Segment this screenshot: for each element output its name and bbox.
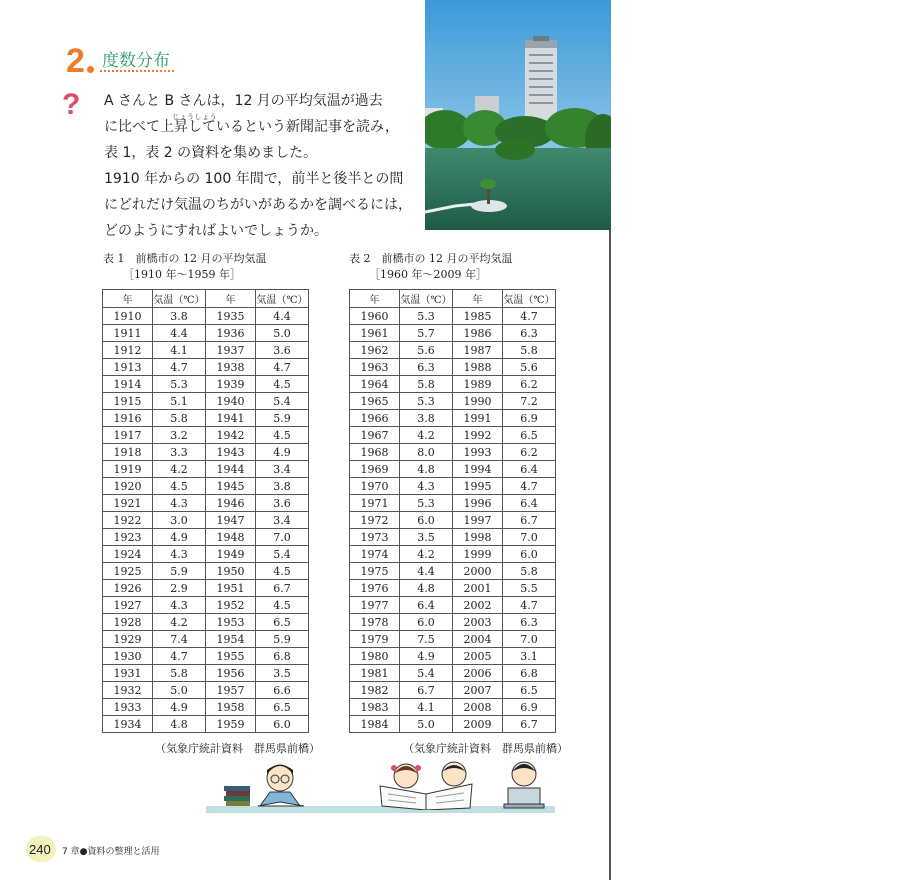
- temperature-cell: 3.4: [256, 512, 309, 529]
- temperature-cell: 5.0: [400, 716, 453, 733]
- year-cell: 1952: [206, 597, 256, 614]
- temperature-cell: 5.3: [400, 308, 453, 325]
- temperature-cell: 5.0: [256, 325, 309, 342]
- year-cell: 1945: [206, 478, 256, 495]
- temperature-cell: 4.4: [256, 308, 309, 325]
- temperature-cell: 4.7: [256, 359, 309, 376]
- table-row: [350, 529, 556, 546]
- temperature-cell: 5.9: [153, 563, 206, 580]
- temperature-cell: 5.8: [503, 342, 556, 359]
- year-cell: 1996: [453, 495, 503, 512]
- table-row: [350, 325, 556, 342]
- temperature-cell: 3.0: [153, 512, 206, 529]
- furigana-ruby: じょうしょう: [172, 113, 217, 121]
- table-row: [350, 410, 556, 427]
- year-cell: 1963: [350, 359, 400, 376]
- table-row: [350, 699, 556, 716]
- temperature-cell: 6.7: [256, 580, 309, 597]
- temperature-cell: 6.5: [256, 699, 309, 716]
- year-cell: 1917: [103, 427, 153, 444]
- question-line: にどれだけ気温のちがいがあるかを調べるには，: [104, 197, 412, 213]
- table-row: [350, 393, 556, 410]
- table2-body: [350, 308, 556, 733]
- temperature-cell: 4.3: [153, 546, 206, 563]
- table-row: [350, 563, 556, 580]
- chapter-title: 7 章●資料の整理と活用: [62, 847, 160, 857]
- year-cell: 1942: [206, 427, 256, 444]
- temperature-cell: 4.3: [153, 597, 206, 614]
- year-cell: 1939: [206, 376, 256, 393]
- year-cell: 1956: [206, 665, 256, 682]
- temperature-cell: 4.8: [400, 461, 453, 478]
- year-cell: 2002: [453, 597, 503, 614]
- temperature-cell: 5.4: [256, 393, 309, 410]
- table-row: [103, 376, 309, 393]
- table-row: [350, 716, 556, 733]
- year-cell: 1929: [103, 631, 153, 648]
- temperature-cell: 5.4: [256, 546, 309, 563]
- temperature-cell: 6.9: [503, 699, 556, 716]
- temperature-cell: 4.7: [503, 308, 556, 325]
- temperature-cell: 3.3: [153, 444, 206, 461]
- students-reading-newspaper-illustration: [376, 760, 476, 814]
- year-cell: 1988: [453, 359, 503, 376]
- year-cell: 1924: [103, 546, 153, 563]
- year-cell: 1921: [103, 495, 153, 512]
- table-row: [350, 665, 556, 682]
- year-cell: 1912: [103, 342, 153, 359]
- header-temp: 気温（℃）: [153, 290, 206, 308]
- temperature-cell: 4.9: [153, 529, 206, 546]
- table-row: [103, 495, 309, 512]
- table-row: [103, 580, 309, 597]
- section-number-dot: [87, 66, 94, 73]
- temperature-cell: 6.8: [256, 648, 309, 665]
- temperature-cell: 4.2: [153, 614, 206, 631]
- temperature-cell: 3.6: [256, 342, 309, 359]
- year-cell: 1985: [453, 308, 503, 325]
- question-text: [104, 88, 414, 244]
- year-cell: 1993: [453, 444, 503, 461]
- temperature-cell: 6.5: [256, 614, 309, 631]
- temperature-cell: 5.9: [256, 410, 309, 427]
- table-header-row: [103, 290, 309, 308]
- maebashi-city-photo: [425, 0, 611, 230]
- temperature-cell: 5.4: [400, 665, 453, 682]
- temperature-cell: 6.5: [503, 682, 556, 699]
- year-cell: 1980: [350, 648, 400, 665]
- table-row: [103, 427, 309, 444]
- year-cell: 1950: [206, 563, 256, 580]
- table1-caption-range: ［1910 年～1959 年］: [123, 268, 241, 281]
- temperature-cell: 4.2: [153, 461, 206, 478]
- temperature-cell: 6.7: [503, 512, 556, 529]
- table-row: [350, 580, 556, 597]
- year-cell: 1944: [206, 461, 256, 478]
- year-cell: 2008: [453, 699, 503, 716]
- temperature-cell: 6.0: [256, 716, 309, 733]
- temperature-cell: 4.2: [400, 427, 453, 444]
- year-cell: 1927: [103, 597, 153, 614]
- year-cell: 1935: [206, 308, 256, 325]
- year-cell: 1968: [350, 444, 400, 461]
- table-row: [103, 342, 309, 359]
- table2-source: （気象庁統計資料 群馬県前橋）: [403, 742, 568, 755]
- year-cell: 1926: [103, 580, 153, 597]
- year-cell: 1977: [350, 597, 400, 614]
- temperature-cell: 7.0: [503, 631, 556, 648]
- table-row: [350, 512, 556, 529]
- year-cell: 1923: [103, 529, 153, 546]
- table-row: [103, 546, 309, 563]
- table1-source: （気象庁統計資料 群馬県前橋）: [155, 742, 320, 755]
- temperature-cell: 3.8: [256, 478, 309, 495]
- question-line: 表 1，表 2 の資料を集めました。: [104, 145, 318, 161]
- temperature-cell: 4.5: [256, 563, 309, 580]
- temperature-cell: 5.6: [503, 359, 556, 376]
- temperature-cell: 4.7: [503, 478, 556, 495]
- temperature-cell: 4.7: [153, 648, 206, 665]
- temperature-cell: 4.5: [256, 376, 309, 393]
- year-cell: 1922: [103, 512, 153, 529]
- year-cell: 1953: [206, 614, 256, 631]
- year-cell: 1961: [350, 325, 400, 342]
- temperature-cell: 5.3: [153, 376, 206, 393]
- year-cell: 1979: [350, 631, 400, 648]
- temperature-cell: 3.1: [503, 648, 556, 665]
- temperature-cell: 7.4: [153, 631, 206, 648]
- header-temp: 気温（℃）: [256, 290, 309, 308]
- year-cell: 1994: [453, 461, 503, 478]
- year-cell: 1936: [206, 325, 256, 342]
- table-row: [103, 444, 309, 461]
- header-year: 年: [453, 290, 503, 308]
- temperature-cell: 6.3: [400, 359, 453, 376]
- question-mark-icon: ?: [62, 88, 81, 121]
- year-cell: 1973: [350, 529, 400, 546]
- table-row: [103, 325, 309, 342]
- year-cell: 1946: [206, 495, 256, 512]
- table1-caption: [103, 251, 267, 283]
- table-row: [350, 614, 556, 631]
- temperature-cell: 4.8: [400, 580, 453, 597]
- section-title: 度数分布: [102, 51, 170, 71]
- year-cell: 1937: [206, 342, 256, 359]
- year-cell: 1978: [350, 614, 400, 631]
- question-line: どのようにすればよいでしょうか。: [104, 223, 328, 239]
- year-cell: 1983: [350, 699, 400, 716]
- temperature-cell: 4.2: [400, 546, 453, 563]
- year-cell: 1975: [350, 563, 400, 580]
- temperature-cell: 4.5: [256, 597, 309, 614]
- temperature-cell: 3.6: [256, 495, 309, 512]
- year-cell: 1967: [350, 427, 400, 444]
- year-cell: 1948: [206, 529, 256, 546]
- table2-caption: [349, 251, 513, 283]
- year-cell: 1982: [350, 682, 400, 699]
- year-cell: 1974: [350, 546, 400, 563]
- table-row: [103, 665, 309, 682]
- year-cell: 1966: [350, 410, 400, 427]
- year-cell: 1987: [453, 342, 503, 359]
- year-cell: 1928: [103, 614, 153, 631]
- temperature-cell: 4.5: [256, 427, 309, 444]
- table-row: [103, 529, 309, 546]
- question-line: A さんと B さんは，12 月の平均気温が過去: [104, 93, 383, 109]
- year-cell: 1997: [453, 512, 503, 529]
- year-cell: 1949: [206, 546, 256, 563]
- temperature-cell: 8.0: [400, 444, 453, 461]
- temperature-cell: 2.9: [153, 580, 206, 597]
- temperature-cell: 6.0: [503, 546, 556, 563]
- temperature-cell: 3.8: [153, 308, 206, 325]
- year-cell: 1910: [103, 308, 153, 325]
- year-cell: 1992: [453, 427, 503, 444]
- temperature-cell: 4.3: [153, 495, 206, 512]
- temperature-cell: 4.9: [153, 699, 206, 716]
- year-cell: 1998: [453, 529, 503, 546]
- temperature-cell: 4.5: [153, 478, 206, 495]
- temperature-cell: 6.4: [503, 461, 556, 478]
- temperature-cell: 4.7: [153, 359, 206, 376]
- temperature-cell: 6.4: [400, 597, 453, 614]
- year-cell: 1962: [350, 342, 400, 359]
- temperature-cell: 4.1: [400, 699, 453, 716]
- table-row: [350, 461, 556, 478]
- year-cell: 1913: [103, 359, 153, 376]
- year-cell: 1955: [206, 648, 256, 665]
- table-header-row: [350, 290, 556, 308]
- temperature-cell: 7.2: [503, 393, 556, 410]
- header-year: 年: [350, 290, 400, 308]
- year-cell: 1919: [103, 461, 153, 478]
- table-row: [350, 495, 556, 512]
- temperature-cell: 6.4: [503, 495, 556, 512]
- year-cell: 2005: [453, 648, 503, 665]
- table-row: [103, 359, 309, 376]
- temperature-cell: 3.4: [256, 461, 309, 478]
- year-cell: 1971: [350, 495, 400, 512]
- student-with-books-illustration: [222, 756, 312, 812]
- table-row: [350, 648, 556, 665]
- year-cell: 1940: [206, 393, 256, 410]
- temperature-cell: 4.7: [503, 597, 556, 614]
- temperature-cell: 3.5: [256, 665, 309, 682]
- table-row: [103, 478, 309, 495]
- year-cell: 1933: [103, 699, 153, 716]
- table-row: [103, 410, 309, 427]
- year-cell: 1965: [350, 393, 400, 410]
- temperature-cell: 7.0: [256, 529, 309, 546]
- header-temp: 気温（℃）: [400, 290, 453, 308]
- temperature-cell: 7.5: [400, 631, 453, 648]
- year-cell: 1915: [103, 393, 153, 410]
- year-cell: 1930: [103, 648, 153, 665]
- temperature-cell: 6.2: [503, 444, 556, 461]
- temperature-cell: 6.7: [400, 682, 453, 699]
- temperature-cell: 4.9: [256, 444, 309, 461]
- table-row: [350, 359, 556, 376]
- temperature-cell: 3.2: [153, 427, 206, 444]
- temperature-cell: 6.7: [503, 716, 556, 733]
- year-cell: 1920: [103, 478, 153, 495]
- temperature-cell: 7.0: [503, 529, 556, 546]
- temperature-cell: 5.3: [400, 393, 453, 410]
- temperature-cell: 5.0: [153, 682, 206, 699]
- year-cell: 1981: [350, 665, 400, 682]
- temperature-cell: 6.2: [503, 376, 556, 393]
- header-temp: 気温（℃）: [503, 290, 556, 308]
- temperature-cell: 6.3: [503, 325, 556, 342]
- year-cell: 1954: [206, 631, 256, 648]
- year-cell: 1951: [206, 580, 256, 597]
- year-cell: 1925: [103, 563, 153, 580]
- year-cell: 1970: [350, 478, 400, 495]
- table-row: [350, 682, 556, 699]
- student-with-laptop-illustration: [500, 758, 548, 814]
- table-row: [103, 597, 309, 614]
- question-line: 1910 年からの 100 年間で，前半と後半との間: [104, 171, 404, 187]
- temperature-cell: 5.6: [400, 342, 453, 359]
- year-cell: 2006: [453, 665, 503, 682]
- table-row: [103, 682, 309, 699]
- section-title-underline: [100, 70, 174, 72]
- year-cell: 2000: [453, 563, 503, 580]
- table2-caption-title: 表 2 前橋市の 12 月の平均気温: [349, 252, 513, 265]
- table-row: [103, 512, 309, 529]
- temperature-cell: 5.1: [153, 393, 206, 410]
- year-cell: 1947: [206, 512, 256, 529]
- temperature-cell: 4.8: [153, 716, 206, 733]
- table-row: [103, 563, 309, 580]
- table-row: [103, 393, 309, 410]
- table-row: [350, 376, 556, 393]
- table1-caption-title: 表 1 前橋市の 12 月の平均気温: [103, 252, 267, 265]
- year-cell: 1957: [206, 682, 256, 699]
- temperature-cell: 5.8: [153, 665, 206, 682]
- temperature-cell: 5.7: [400, 325, 453, 342]
- table-row: [350, 342, 556, 359]
- year-cell: 1991: [453, 410, 503, 427]
- year-cell: 1916: [103, 410, 153, 427]
- table-row: [350, 546, 556, 563]
- temperature-cell: 6.9: [503, 410, 556, 427]
- temperature-cell: 4.9: [400, 648, 453, 665]
- table-row: [350, 308, 556, 325]
- year-cell: 1976: [350, 580, 400, 597]
- temperature-cell: 6.6: [256, 682, 309, 699]
- table2: [349, 289, 556, 733]
- year-cell: 1999: [453, 546, 503, 563]
- temperature-cell: 6.0: [400, 512, 453, 529]
- table-row: [103, 699, 309, 716]
- temperature-cell: 6.0: [400, 614, 453, 631]
- table-row: [350, 427, 556, 444]
- temperature-cell: 5.8: [153, 410, 206, 427]
- year-cell: 1959: [206, 716, 256, 733]
- temperature-cell: 4.4: [153, 325, 206, 342]
- year-cell: 2007: [453, 682, 503, 699]
- year-cell: 2004: [453, 631, 503, 648]
- year-cell: 1972: [350, 512, 400, 529]
- year-cell: 2001: [453, 580, 503, 597]
- table1-body: [103, 308, 309, 733]
- question-line: に比べて上昇しているという新聞記事を読み，: [104, 119, 399, 135]
- table-row: [350, 444, 556, 461]
- header-year: 年: [103, 290, 153, 308]
- year-cell: 2003: [453, 614, 503, 631]
- temperature-cell: 3.5: [400, 529, 453, 546]
- table-row: [103, 461, 309, 478]
- year-cell: 1995: [453, 478, 503, 495]
- temperature-cell: 5.9: [256, 631, 309, 648]
- year-cell: 2009: [453, 716, 503, 733]
- table-row: [350, 631, 556, 648]
- year-cell: 1960: [350, 308, 400, 325]
- temperature-cell: 3.8: [400, 410, 453, 427]
- table-row: [103, 648, 309, 665]
- table1: [102, 289, 309, 733]
- temperature-cell: 4.3: [400, 478, 453, 495]
- temperature-cell: 6.8: [503, 665, 556, 682]
- temperature-cell: 4.4: [400, 563, 453, 580]
- year-cell: 1938: [206, 359, 256, 376]
- table-row: [350, 478, 556, 495]
- year-cell: 1964: [350, 376, 400, 393]
- year-cell: 1943: [206, 444, 256, 461]
- header-year: 年: [206, 290, 256, 308]
- temperature-cell: 5.8: [503, 563, 556, 580]
- year-cell: 1969: [350, 461, 400, 478]
- page-number: 240: [29, 842, 51, 857]
- table2-caption-range: ［1960 年～2009 年］: [369, 268, 487, 281]
- table-row: [103, 614, 309, 631]
- year-cell: 1934: [103, 716, 153, 733]
- year-cell: 1931: [103, 665, 153, 682]
- table-row: [103, 308, 309, 325]
- year-cell: 1911: [103, 325, 153, 342]
- temperature-cell: 6.5: [503, 427, 556, 444]
- table-row: [103, 716, 309, 733]
- temperature-cell: 5.8: [400, 376, 453, 393]
- section-number: 2: [66, 42, 84, 80]
- year-cell: 1941: [206, 410, 256, 427]
- year-cell: 1932: [103, 682, 153, 699]
- temperature-cell: 5.3: [400, 495, 453, 512]
- year-cell: 1984: [350, 716, 400, 733]
- year-cell: 1958: [206, 699, 256, 716]
- table-row: [103, 631, 309, 648]
- year-cell: 1989: [453, 376, 503, 393]
- year-cell: 1914: [103, 376, 153, 393]
- temperature-cell: 5.5: [503, 580, 556, 597]
- table-row: [350, 597, 556, 614]
- temperature-cell: 4.1: [153, 342, 206, 359]
- temperature-cell: 6.3: [503, 614, 556, 631]
- year-cell: 1986: [453, 325, 503, 342]
- year-cell: 1918: [103, 444, 153, 461]
- year-cell: 1990: [453, 393, 503, 410]
